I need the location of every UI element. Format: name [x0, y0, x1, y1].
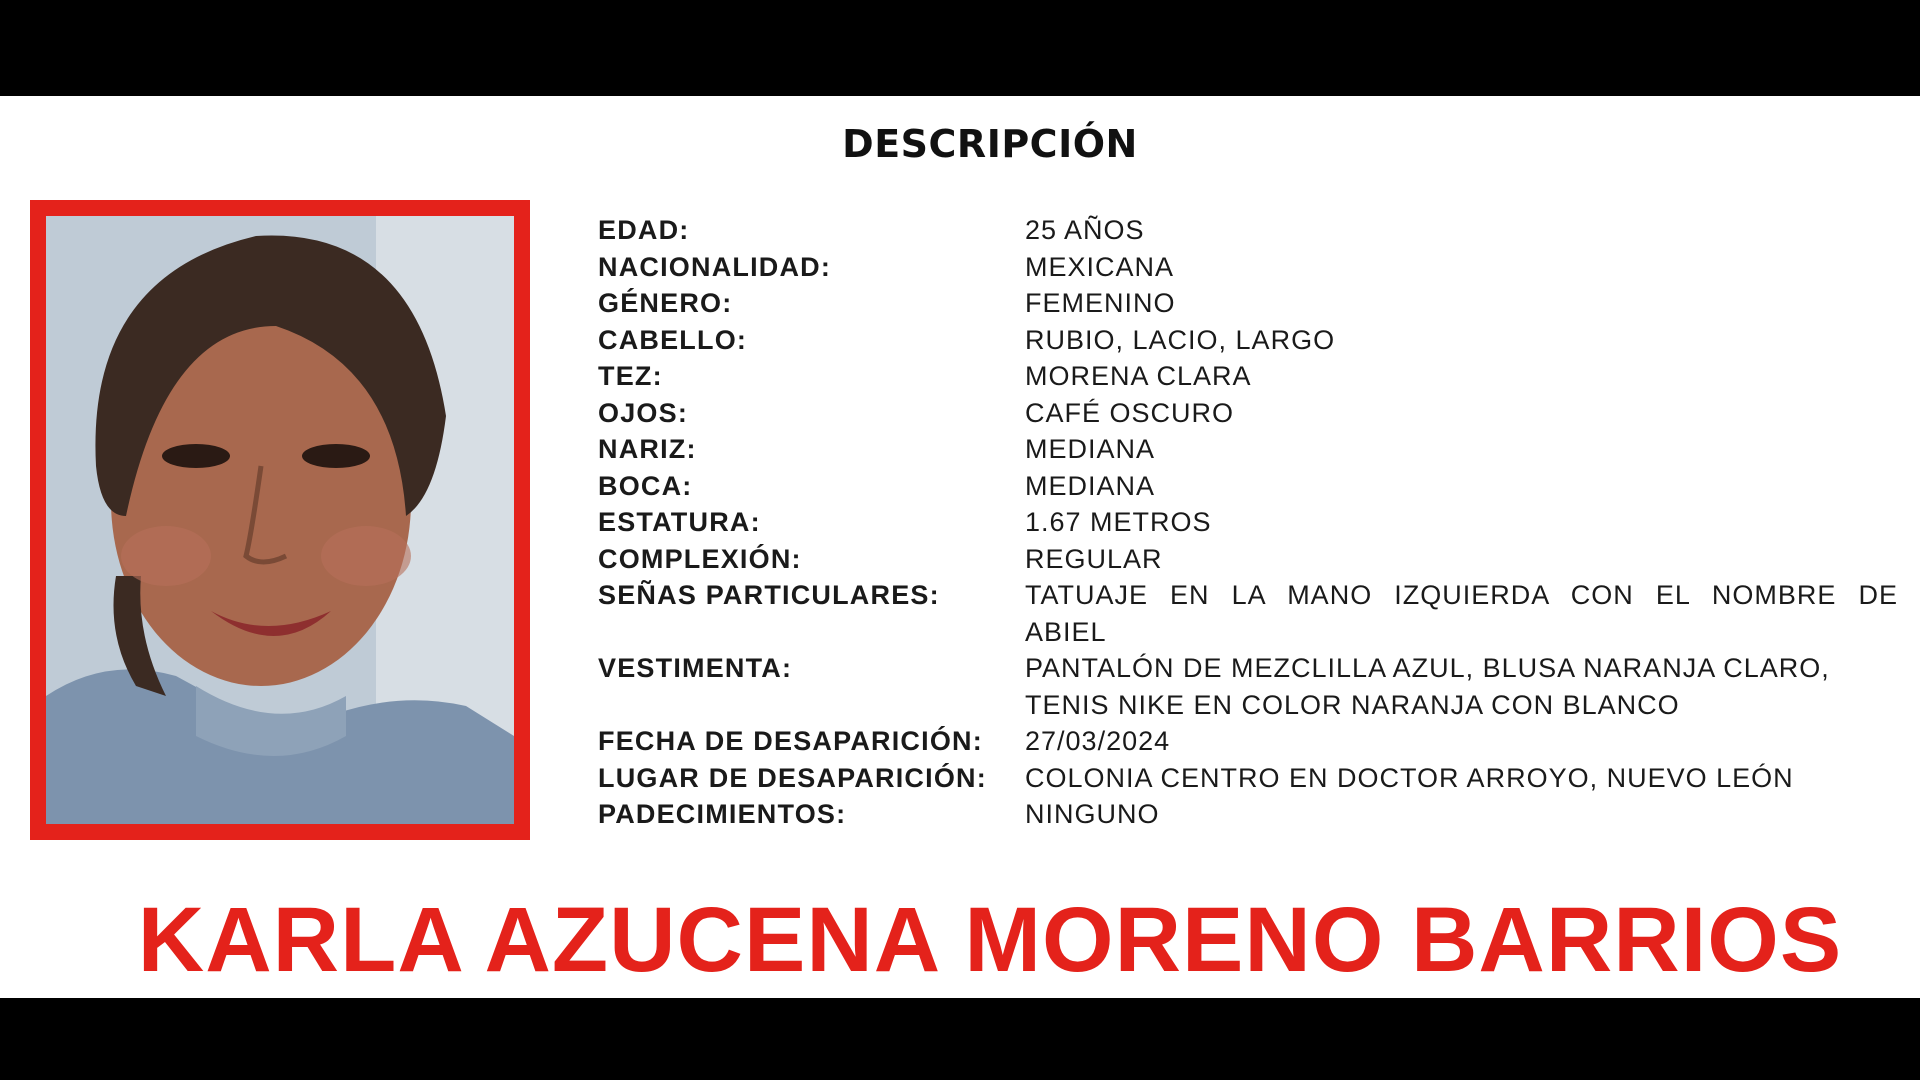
field-row-padecimientos [598, 796, 1898, 833]
portrait-illustration [46, 216, 514, 824]
person-name: KARLA AZUCENA MORENO BARRIOS [137, 889, 1843, 991]
field-value: MEDIANA [1025, 470, 1156, 501]
field-row-boca [598, 468, 1898, 505]
field-row-lugar-desaparicion [598, 760, 1898, 797]
field-value: 25 AÑOS [1025, 215, 1145, 245]
field-label: EDAD: [598, 215, 690, 245]
description-heading: DESCRIPCIÓN [842, 122, 1138, 166]
field-value: CAFÉ OSCURO [1025, 397, 1235, 428]
field-row-tez [598, 358, 1898, 395]
field-value: FEMENINO [1025, 288, 1176, 318]
field-label: ESTATURA: [598, 507, 761, 537]
details-list [598, 212, 1898, 833]
field-label: LUGAR DE DESAPARICIÓN: [598, 762, 987, 793]
field-label: PADECIMIENTOS: [598, 799, 847, 829]
field-label: TEZ: [598, 361, 663, 391]
field-row-edad [598, 212, 1898, 249]
field-row-genero [598, 285, 1898, 322]
field-value: PANTALÓN DE MEZCLILLA AZUL, BLUSA NARANJA CLARO, TENIS NIKE EN COLOR NARANJA CON BLANCO [1025, 653, 1830, 720]
field-row-vestimenta [598, 650, 1898, 723]
field-label: CABELLO: [598, 324, 748, 355]
field-value: COLONIA CENTRO EN DOCTOR ARROYO, NUEVO LEÓN [1025, 762, 1794, 793]
field-row-nariz [598, 431, 1898, 468]
field-row-estatura [598, 504, 1898, 541]
field-label: COMPLEXIÓN: [598, 543, 802, 574]
field-value: RUBIO, LACIO, LARGO [1025, 324, 1336, 355]
bottom-black-bar [0, 998, 1920, 1080]
field-label: NARIZ: [598, 434, 697, 464]
field-label: OJOS: [598, 397, 689, 428]
field-label: VESTIMENTA: [598, 653, 793, 683]
field-value: NINGUNO [1025, 799, 1160, 829]
field-value: MORENA CLARA [1025, 361, 1252, 391]
field-label: FECHA DE DESAPARICIÓN: [598, 726, 983, 756]
top-black-bar [0, 0, 1920, 96]
field-value: MEDIANA [1025, 434, 1156, 464]
field-value: REGULAR [1025, 543, 1163, 574]
field-row-senas-particulares [598, 577, 1898, 650]
field-label: BOCA: [598, 470, 693, 501]
person-photo [46, 216, 514, 824]
field-label: NACIONALIDAD: [598, 251, 832, 282]
field-row-fecha-desaparicion [598, 723, 1898, 760]
field-row-nacionalidad [598, 249, 1898, 286]
field-value: 1.67 METROS [1025, 507, 1212, 537]
field-value: TATUAJE EN LA MANO IZQUIERDA CON EL NOMBRE DE ABIEL [1025, 580, 1898, 647]
field-row-ojos [598, 395, 1898, 432]
photo-frame [30, 200, 530, 840]
field-value: MEXICANA [1025, 251, 1175, 282]
field-label: GÉNERO: [598, 288, 733, 318]
field-value: 27/03/2024 [1025, 726, 1171, 756]
field-row-cabello [598, 322, 1898, 359]
missing-person-poster [0, 96, 1920, 998]
field-row-complexion [598, 541, 1898, 578]
field-label: SEÑAS PARTICULARES: [598, 580, 940, 610]
